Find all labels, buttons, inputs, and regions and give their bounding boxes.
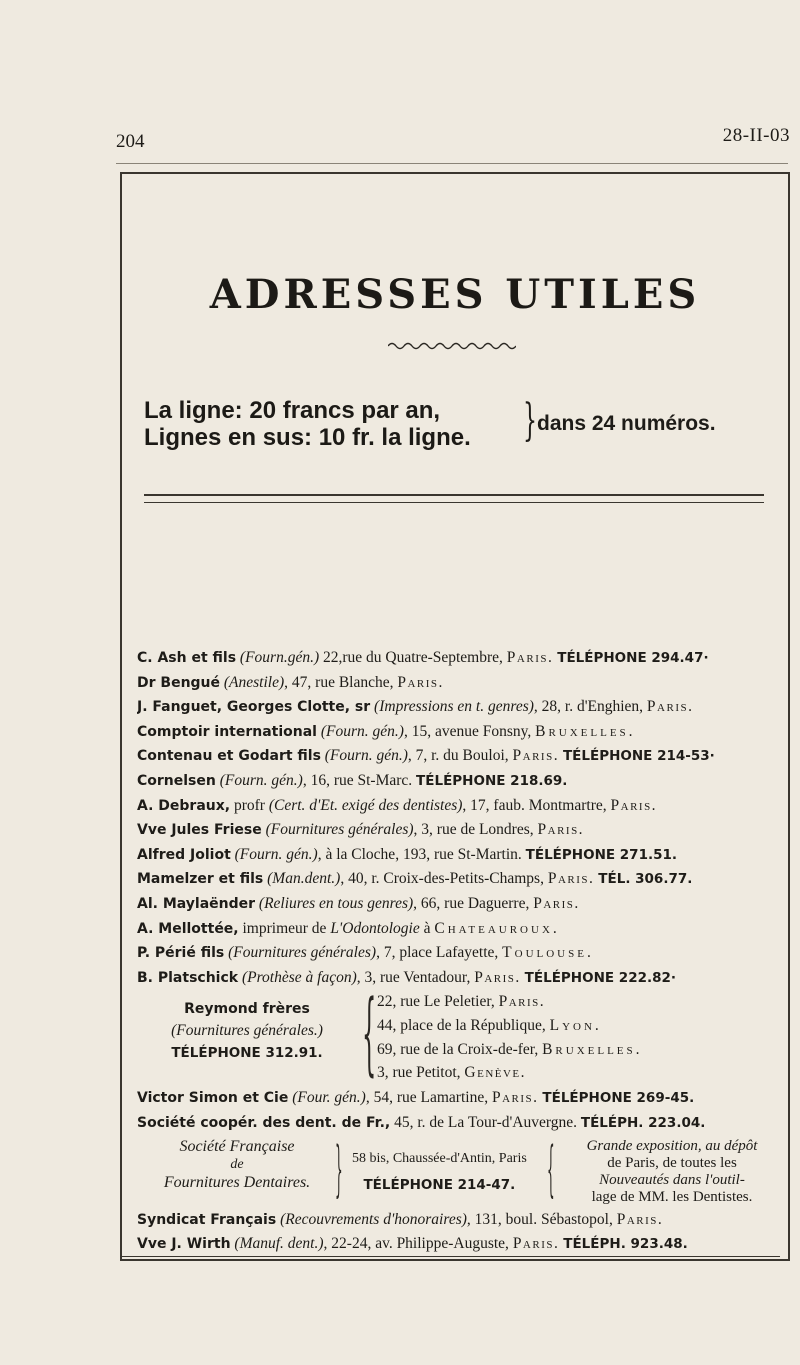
entry-address: , 7, r. du Bouloi, [407,747,509,765]
wavy-ornament-icon [388,341,516,351]
entry-name: Vve Jules Friese [137,822,262,839]
entry-name: Victor Simon et Cie [137,1090,289,1107]
entry-telephone: TÉLÉPHONE 312.91. [171,1045,323,1062]
banner-title: ADRESSES UTILES [209,271,701,318]
entry-name: Comptoir international [137,723,317,740]
entry-title: profr [230,796,269,814]
entry-desc: (Fourn. gén.) [219,771,303,789]
entry-friese [137,818,787,843]
entry-name: Syndicat Français [137,1211,277,1228]
entry-city: Paris. [491,1089,539,1107]
entry-name: Reymond frères [184,1001,310,1018]
entry-telephone: TÉLÉPHONE 222.82· [524,969,677,986]
entry-address: , 47, rue Blanche, [284,673,394,691]
entry-connector: à [419,919,435,937]
entry-cooperative [137,1111,787,1136]
entry-telephone: TÉLÉPHONE 214-47. [363,1176,516,1193]
entry-telephone: TÉLÉPHONE 269-45. [542,1090,695,1107]
entry-address: , 15, avenue Fonsny, [403,722,532,740]
entry-city: Paris. [474,968,521,986]
rate-block [144,397,471,451]
entry-fanguet [137,695,787,720]
header-rule [116,163,788,164]
entry-city: Paris. [547,870,595,888]
entry-simon [137,1086,787,1111]
entry-desc: (Prothèse à façon) [241,968,357,986]
societe-note-2: de Paris, de toutes les [607,1154,737,1171]
entry-desc: (Reliures en tous genres) [258,894,414,912]
entry-name: C. Ash et fils [137,650,237,666]
entry-address: , 131, boul. Sébastopol, [466,1210,613,1228]
branch-address: 69, rue de la Croix-de-fer, Bruxelles. [377,1040,643,1058]
entry-desc: (Anestile) [223,673,285,691]
brace-icon: } [523,395,537,446]
entry-address: , 17, faub. Montmartre, [462,796,607,814]
entry-syndicat [137,1208,787,1233]
entry-telephone: TÉLÉPHONE 218.69. [416,772,568,789]
entry-city: Bruxelles. [535,722,636,740]
entry-city: Toulouse. [502,944,594,962]
entry-address: , 3, rue Ventadour, [356,968,471,986]
entry-name: P. Périé fils [137,945,225,962]
entry-city: Paris. [512,1235,560,1253]
societe-note-1: Grande exposition, au dépôt [586,1137,758,1154]
entry-desc: (Fourn. gén.) [234,845,318,863]
entry-joliot [137,843,787,868]
entry-name: A. Mellottée, [137,920,239,937]
entry-name: B. Platschick [137,969,239,986]
entry-name: Alfred Joliot [137,846,231,863]
rate-line-2: Lignes en sus: 10 fr. la ligne. [144,424,471,451]
entry-platschick [137,966,787,991]
entry-city: Paris. [506,649,554,666]
entry-address: imprimeur de [238,919,331,937]
societe-note-3: Nouveautés dans l'outil- [599,1171,745,1188]
rate-line-1: La ligne: 20 francs par an, [144,397,441,424]
entry-desc: (Cert. d'Et. exigé des dentistes) [268,796,463,814]
entry-bengue [137,671,787,696]
reymond-left [137,990,357,1064]
entry-telephone: TÉLÉPHONE 214-53· [562,748,715,765]
entry-mellottee [137,917,787,942]
entry-name: Al. Maylaënder [137,895,256,912]
advertisement-frame [120,172,790,1261]
entry-address: 45, r. de La Tour-d'Auvergne. [390,1113,577,1131]
entry-desc: (Fourn.gén.) [239,649,320,666]
entry-city: Chateauroux. [434,919,560,937]
societe-right [562,1138,782,1206]
societe-name-2: Fournitures Dentaires. [163,1173,311,1191]
entry-maylaender [137,892,787,917]
entry-name: Cornelsen [137,772,216,789]
reymond-addresses [377,990,643,1084]
entry-telephone: TÉLÉPHONE 294.47· [557,650,709,666]
bottom-rule [120,1256,780,1257]
entry-address: , 28, r. d'Enghien, [533,698,644,716]
entry-ash [137,646,787,671]
entry-city: Paris. [610,796,658,814]
branch-address: 44, place de la République, Lyon. [377,1016,602,1034]
entry-city: Paris. [537,821,585,839]
societe-middle [352,1146,527,1198]
rate-issues: dans 24 numéros. [537,412,716,435]
societe-name: Société Française [179,1137,295,1155]
branch-address: 22, rue Le Peletier, Paris. [377,993,546,1011]
entry-name: J. Fanguet, Georges Clotte, sr [137,699,371,716]
entry-societe-francaise [137,1133,787,1208]
entry-name: Société coopér. des dent. de Fr., [137,1114,391,1131]
entry-reymond [137,981,787,1087]
entry-telephone: TÉLÉPHONE 271.51. [525,846,678,863]
page-number: 204 [116,131,145,152]
entry-desc: (Fournitures générales.) [171,1022,323,1040]
entry-desc: (Fournitures générales) [265,821,414,839]
entry-desc: (Man.dent.) [267,870,341,888]
entry-address: , 54, rue Lamartine, [365,1089,489,1107]
address-list [137,646,787,1257]
entry-desc: L'Odontologie [330,919,420,937]
entry-name: Contenau et Godart fils [137,748,321,765]
entry-comptoir [137,720,787,745]
entry-address: , 40, r. Croix-des-Petits-Champs, [340,870,544,888]
entry-name: Mamelzer et fils [137,871,264,888]
entry-address: , à la Cloche, 193, rue St-Martin. [317,845,522,863]
entry-city: Paris. [512,747,560,765]
entry-city: Paris. [616,1210,664,1228]
entry-desc: (Impressions en t. genres) [374,698,534,716]
entry-name: Dr Bengué [137,674,221,691]
societe-de: de [230,1156,244,1172]
entry-telephone: TÉLÉPH. 223.04. [580,1114,706,1131]
entry-address: , 3, rue de Londres, [413,821,534,839]
entry-name: A. Debraux, [137,797,231,814]
entry-city: Paris. [397,673,444,691]
entry-desc: (Manuf. dent.) [234,1235,324,1253]
entry-name: Vve J. Wirth [137,1236,231,1253]
entry-desc: (Four. gén.) [292,1089,366,1107]
branch-address: 3, rue Petitot, Genève. [377,1064,527,1082]
entry-contenau [137,744,787,769]
brace-icon: { [547,1133,555,1204]
entry-desc: (Fourn. gén.) [320,722,404,740]
entry-mamelzer [137,867,787,892]
entry-address: , 7, place Lafayette, [376,944,499,962]
entry-desc: (Recouvrements d'honoraires) [280,1210,467,1228]
entry-address: , 16, rue St-Marc. [302,771,413,789]
brace-icon: { [362,981,377,1087]
societe-left [137,1138,337,1192]
entry-debraux [137,794,787,819]
entry-city: Paris. [533,894,580,912]
societe-note-4: lage de MM. les Dentistes. [591,1188,753,1205]
entry-cornelsen [137,769,787,794]
entry-desc: (Fournitures générales) [228,944,377,962]
page-date: 28-II-03 [722,125,790,146]
brace-icon: } [335,1133,343,1204]
entry-telephone: TÉL. 306.77. [598,871,693,888]
entry-address: 22,rue du Quatre-Septembre, [319,649,503,666]
societe-address: 58 bis, Chaussée-d'Antin, Paris [352,1150,527,1166]
entry-telephone: TÉLÉPH. 923.48. [563,1236,688,1253]
double-rule [144,494,764,503]
entry-wirth [137,1232,787,1257]
entry-city: Paris. [646,698,694,716]
entry-perie [137,941,787,966]
entry-address: , 22-24, av. Philippe-Auguste, [323,1235,509,1253]
entry-address: , 66, rue Daguerre, [413,894,530,912]
entry-desc: (Fourn. gén.) [324,747,408,765]
